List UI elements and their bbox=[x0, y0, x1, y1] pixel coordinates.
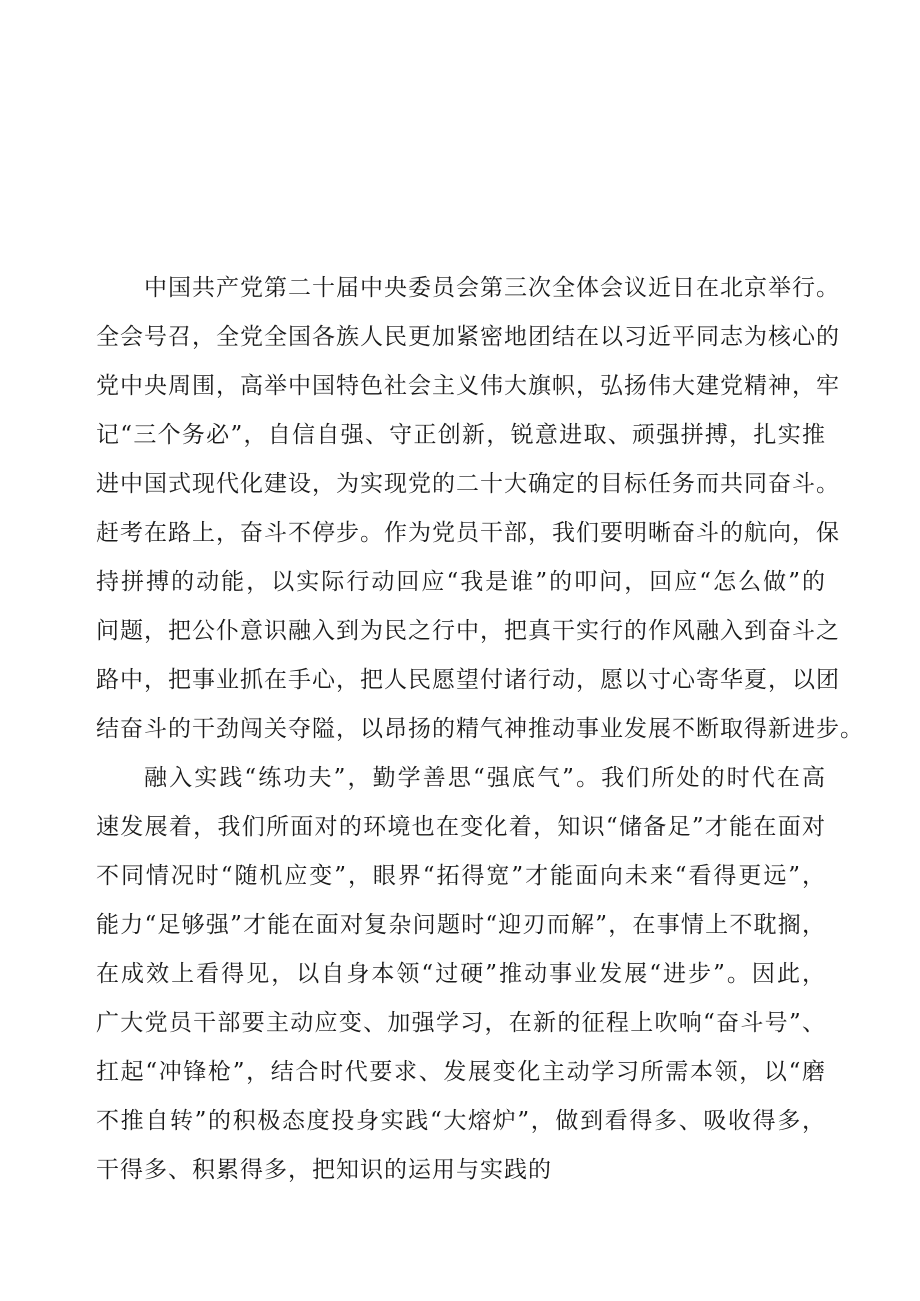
paragraph-line: 广大党员干部要主动应变、加强学习，在新的征程上吹响“奋斗号”、 bbox=[96, 1010, 826, 1036]
paragraph-line: 结奋斗的干劲闯关夺隘，以昂扬的精气神推动事业发展不断取得新进步。 bbox=[96, 716, 864, 742]
paragraph-1 bbox=[96, 264, 864, 754]
paragraph-line: 中国共产党第二十届中央委员会第三次全体会议近日在北京举行。 bbox=[144, 275, 840, 301]
paragraph-line: 速发展着，我们所面对的环境也在变化着，知识“储备足”才能在面对 bbox=[96, 814, 826, 840]
paragraph-line: 干得多、积累得多，把知识的运用与实践的 bbox=[96, 1157, 552, 1183]
paragraph-line: 赶考在路上，奋斗不停步。作为党员干部，我们要明晰奋斗的航向，保 bbox=[96, 520, 840, 546]
paragraph-line: 扛起“冲锋枪”，结合时代要求、发展变化主动学习所需本领，以“磨 bbox=[96, 1059, 826, 1085]
paragraph-line: 全会号召，全党全国各族人民更加紧密地团结在以习近平同志为核心的 bbox=[96, 324, 840, 350]
paragraph-line: 能力“足够强”才能在面对复杂问题时“迎刃而解”，在事情上不耽搁， bbox=[96, 912, 826, 938]
paragraph-line: 问题，把公仆意识融入到为民之行中，把真干实行的作风融入到奋斗之 bbox=[96, 618, 840, 644]
paragraph-line: 持拼搏的动能，以实际行动回应“我是谁”的叩问，回应“怎么做”的 bbox=[96, 569, 826, 595]
paragraph-line: 党中央周围，高举中国特色社会主义伟大旗帜，弘扬伟大建党精神，牢 bbox=[96, 373, 840, 399]
paragraph-line: 记“三个务必”，自信自强、守正创新，锐意进取、顽强拼搏，扎实推 bbox=[96, 422, 826, 448]
paragraph-line: 融入实践“练功夫”，勤学善思“强底气”。我们所处的时代在高 bbox=[144, 765, 826, 791]
paragraph-line: 在成效上看得见，以自身本领“过硬”推动事业发展“进步”。因此， bbox=[96, 961, 826, 987]
paragraph-line: 不推自转”的积极态度投身实践“大熔炉”，做到看得多、吸收得多， bbox=[96, 1108, 826, 1134]
paragraph-line: 进中国式现代化建设，为实现党的二十大确定的目标任务而共同奋斗。 bbox=[96, 471, 840, 497]
paragraph-line: 路中，把事业抓在手心，把人民愿望付诸行动，愿以寸心寄华夏，以团 bbox=[96, 667, 840, 693]
document-body bbox=[96, 264, 864, 1195]
paragraph-line: 不同情况时“随机应变”，眼界“拓得宽”才能面向未来“看得更远”， bbox=[96, 863, 826, 889]
paragraph-2 bbox=[96, 754, 826, 1195]
